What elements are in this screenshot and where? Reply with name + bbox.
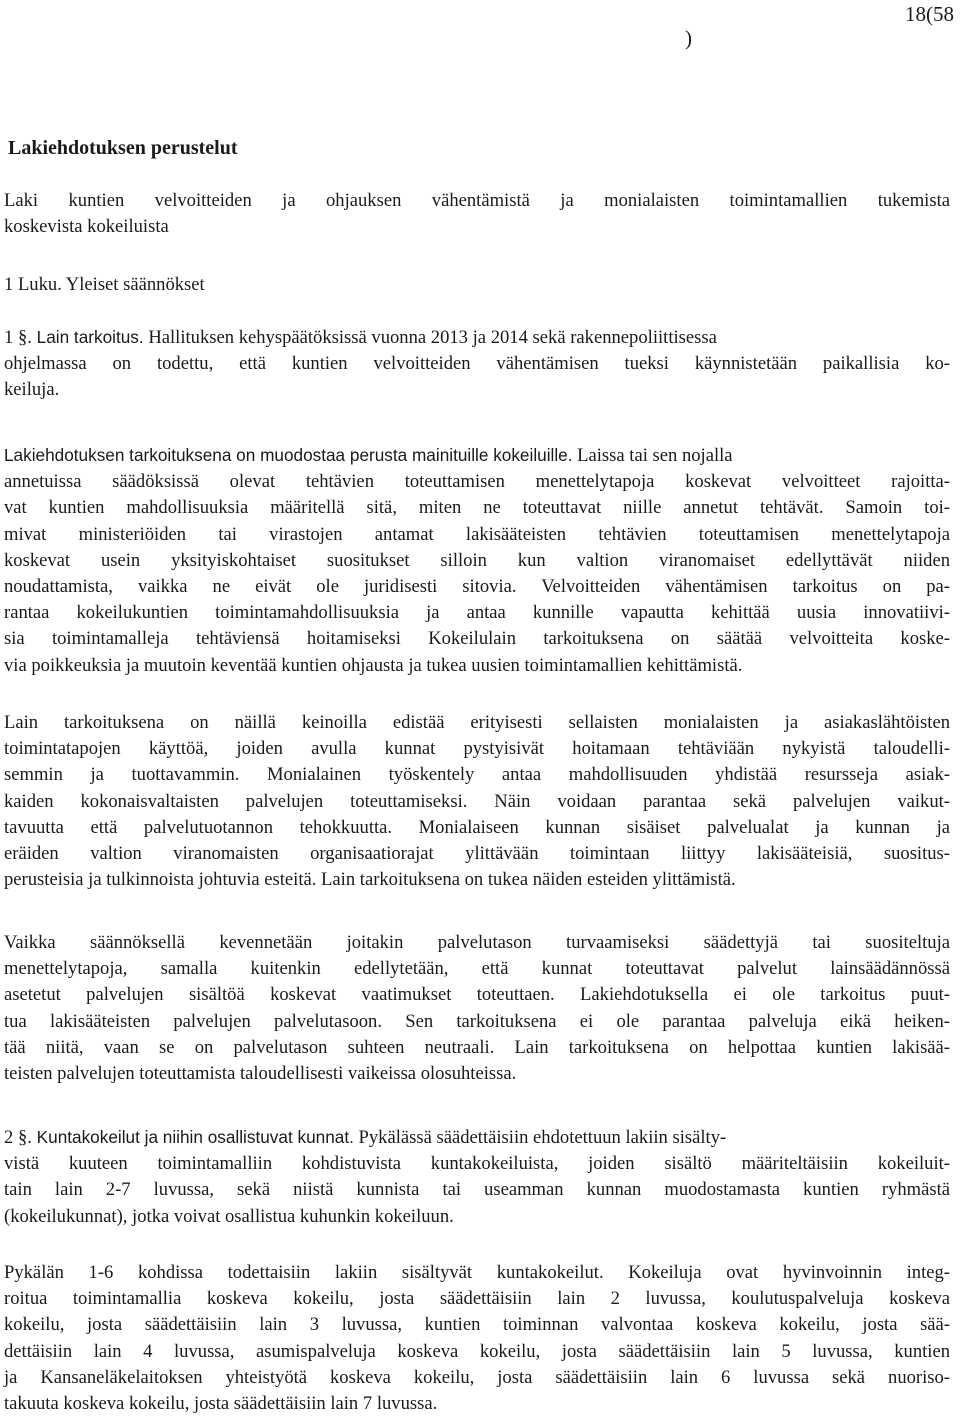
body-line: roitua toimintamallia koskeva kokeilu, josta säädettäisiin lain 2 luvussa, koulutuspalveluja koskeva bbox=[4, 1288, 950, 1310]
body-line: vistä kuuteen toimintamalliin kohdistuvista kuntakokeiluista, joiden sisältö määriteltäisiin kokeiluit- bbox=[4, 1153, 950, 1175]
chapter-title: 1 Luku. Yleiset säännökset bbox=[4, 274, 205, 295]
multisector-paragraph bbox=[4, 710, 950, 893]
body-text: Pykälässä säädettäisiin ehdotettuun lakiin sisälty- bbox=[353, 1127, 727, 1148]
section-2-paragraph bbox=[4, 1124, 950, 1230]
body-line: takuuta koskeva kokeilu, josta säädettäisiin lain 7 luvussa. bbox=[4, 1393, 438, 1415]
body-line: noudattamista, vaikka ne eivät ole juridisesti sitovia. Velvoitteiden vähentämisen tarkoitus on pa- bbox=[4, 576, 950, 598]
body-line: semmin ja tuottavammin. Monialainen työskentely antaa mahdollisuuden yhdistää resursseja asiak- bbox=[4, 764, 950, 786]
body-line: koskevat usein yksityiskohtaiset suositukset silloin kun valtion viranomaiset edellyttävät niiden bbox=[4, 549, 950, 571]
body-line: asetetut palvelujen sisältöä koskevat vaatimukset toteuttaen. Lakiehdotuksella ei ole tarkoitus puut- bbox=[4, 984, 950, 1006]
law-title-line: Laki kuntien velvoitteiden ja ohjauksen vähentämistä ja monialaisten toimintamallien tukemista bbox=[4, 190, 950, 211]
body-text: Hallituksen kehyspäätöksissä vuonna 2013 ja 2014 sekä rakennepoliittisessa bbox=[143, 327, 717, 348]
body-line: teisten palvelujen toteuttamista taloudellisesti vaikeissa olosuhteissa. bbox=[4, 1063, 517, 1085]
purpose-paragraph bbox=[4, 442, 950, 679]
body-line: menettelytapoja, samalla kuitenkin edellytetään, että kunnat toteuttavat palvelut lainsäädännössä bbox=[4, 958, 950, 980]
body-line: annetuissa säädöksissä olevat tehtävien toteuttamisen menettelytapoja koskevat velvoitteet rajoitta- bbox=[4, 471, 950, 493]
body-line: tua lakisääteisten palvelujen palvelutasoon. Sen tarkoituksena ei ole parantaa palveluja eikä heiken- bbox=[4, 1010, 950, 1032]
body-line: ja Kansaneläkelaitoksen yhteistyötä koskeva kokeilu, josta säädettäisiin lain 6 luvussa sekä nuoriso- bbox=[4, 1366, 950, 1388]
law-title-line: koskevista kokeiluista bbox=[4, 216, 169, 238]
body-line: mivat ministeriöiden tai virastojen antamat lakisääteisten tehtävien toteuttamisen menettelytapoja bbox=[4, 523, 950, 545]
body-line: tää niitä, vaan se on palvelutason suhteen neutraali. Lain tarkoituksena on helpottaa kuntien lakisää- bbox=[4, 1036, 950, 1058]
body-line: sia toimintamalleja tehtäviensä hoitamiseksi Kokeilulain tarkoituksena on säätää velvoitteita koske- bbox=[4, 628, 950, 650]
body-line: tavuutta että palvelutuotannon tehokkuutta. Monialaiseen kunnan sisäiset palvelualat ja kunnan ja bbox=[4, 816, 950, 838]
body-line: toimintatapojen käyttöä, joiden avulla kunnat pystyisivät hoitamaan tehtäviään nykyistä taloudelli- bbox=[4, 738, 950, 760]
section-title: Lain tarkoitus. bbox=[31, 327, 144, 347]
body-line: (kokeilukunnat), jotka voivat osallistua kuhunkin kokeiluun. bbox=[4, 1205, 454, 1227]
section-title: Kuntakokeilut ja niihin osallistuvat kunnat. bbox=[31, 1127, 354, 1147]
section-number: 2 §. bbox=[4, 1127, 32, 1148]
body-line: tain lain 2-7 luvussa, sekä niistä kunnista tai useamman kunnan muodostamasta kuntien ryhmästä bbox=[4, 1179, 950, 1201]
body-line: Lain tarkoituksena on näillä keinoilla edistää erityisesti sellaisten monialaisten ja asiakaslähtöisten bbox=[4, 712, 950, 733]
body-line: perusteisia ja tulkinnoista johtuvia esteitä. Lain tarkoituksena on tukea näiden esteiden ylittämistä. bbox=[4, 869, 736, 891]
lead-sentence: Lakiehdotuksen tarkoituksena on muodostaa perusta mainituille kokeiluille. bbox=[4, 445, 573, 465]
body-line: Pykälän 1-6 kohdissa todettaisiin lakiin sisältyvät kuntakokeilut. Kokeiluja ovat hyvinvoinnin integ- bbox=[4, 1262, 950, 1283]
page-title: Lakiehdotuksen perustelut bbox=[8, 137, 238, 159]
body-line: via poikkeuksia ja muutoin keventää kuntien ohjausta ja tukea uusien toimintamallien kehittämistä. bbox=[4, 654, 743, 676]
body-line: Vaikka säännöksellä kevennetään joitakin palvelutason turvaamiseksi säädettyjä tai suositeltuja bbox=[4, 932, 950, 953]
section-number: 1 §. bbox=[4, 327, 32, 348]
body-line: eräiden valtion viranomaisten organisaatiorajat ylittävään toimintaan liittyy lakisääteisiä, suositus- bbox=[4, 843, 950, 865]
service-level-paragraph bbox=[4, 930, 950, 1087]
body-text: Laissa tai sen nojalla bbox=[572, 445, 733, 466]
body-line: ohjelmassa on todettu, että kuntien velvoitteiden vähentämisen tueksi käynnistetään paikallisia ko- bbox=[4, 353, 950, 375]
body-line: keiluja. bbox=[4, 379, 60, 401]
page-number-paren: ) bbox=[685, 26, 692, 50]
body-line: vat kuntien mahdollisuuksia määritellä sitä, miten ne toteuttavat niille annetut tehtävät. Samoin toi- bbox=[4, 497, 950, 519]
chapter-heading bbox=[4, 272, 950, 298]
body-line: kaiden kokonaisvaltaisten palvelujen toteuttamiseksi. Näin voidaan parantaa sekä palvelujen vaikut- bbox=[4, 790, 950, 812]
page-number: 18(58 bbox=[905, 2, 954, 26]
body-line: rantaa kokeilukuntien toimintamahdollisuuksia ja antaa kunnille vapautta kehittää uusia innovatiivi- bbox=[4, 602, 950, 624]
section-1-paragraph bbox=[4, 324, 950, 404]
experiments-paragraph bbox=[4, 1260, 950, 1417]
body-line: kokeilu, josta säädettäisiin lain 3 luvussa, kuntien toiminnan valvontaa koskeva kokeilu, josta sää- bbox=[4, 1314, 950, 1336]
law-title bbox=[4, 188, 950, 240]
body-line: dettäisiin lain 4 luvussa, asumispalveluja koskeva kokeilu, josta säädettäisiin lain 5 luvussa, kuntien bbox=[4, 1340, 950, 1362]
